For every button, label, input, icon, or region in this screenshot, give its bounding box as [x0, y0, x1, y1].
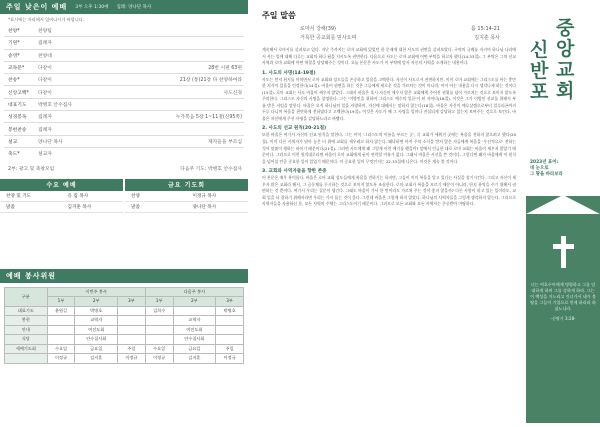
list-item: 말씀 양나단 목사: [125, 202, 248, 213]
table-cell: 주일: [118, 344, 146, 354]
table-cell: 이정규: [145, 354, 173, 364]
table-row: [5, 306, 244, 316]
bible-verse: 너는 여호수아에게 명령하고 그를 담대하게 하며 그를 강하게 하라. 그는 이 백성을 거느리고 건너가서 네가 볼 땅을 그들이 기업으로 얻게 하리라 하셨느니라. -신명기 3:28-: [530, 282, 596, 322]
order-person: 설교자: [38, 152, 52, 158]
order-label: 기원*: [8, 41, 20, 47]
table-cell: 교역자: [75, 316, 118, 326]
sermon-intro: 계속해서 로마서를 살펴보고 있다. 지난 주까지는 로마 교회에 있었던 한 문제에 대한 사도의 권면을 살펴보았다. 구약의 규례를 지키며 하나님 나라에서 사는 일에 대해 다루는 교회의 하나 됨을 지키도록 권면한다. 다음으로 사도는 로마 교회에 어떤 부탁을 하고자 했다(14-33절). 그 부탁은 그의 선교 사역과 로마 교회에 어떤 역할을 담당해주는 것이다. 오늘 본문은 사도가 이 부탁에 앞서 자신의 사역을 소개하는 내용이다.: [262, 47, 516, 66]
sub-services: [0, 179, 248, 213]
worship-order-list: [0, 25, 248, 159]
order-detail: 28번 시편 63편: [208, 66, 242, 72]
table-cell: 금요일: [75, 344, 118, 354]
row-label: 대표기도: [5, 306, 48, 316]
row-label: 식당: [5, 335, 48, 345]
table-cell: 김희수: [145, 306, 173, 316]
worship-officiant: 집례: 양나단 목사: [116, 5, 152, 10]
order-person: 찬양대: [38, 53, 52, 59]
row-label: 봉헌: [5, 316, 48, 326]
table-header: 구분: [5, 287, 48, 306]
sermon-header: 주일 말씀: [262, 11, 296, 20]
sermon-title-line: [254, 25, 524, 34]
table-cell: 이정규: [47, 354, 75, 364]
worship-order-item: [0, 74, 248, 85]
order-person: 집례자: [38, 115, 52, 121]
service-title: 예배 봉사위원: [6, 271, 57, 280]
church-name-part1: 신반포: [530, 39, 549, 103]
order-detail: 제자들을 부르심: [208, 139, 242, 145]
table-cell: 박병호: [216, 306, 244, 316]
order-person: 박병호 안수집사: [38, 102, 72, 108]
table-cell: 이정규: [216, 354, 244, 364]
order-person: 다같이: [38, 66, 52, 72]
table-header: 3부: [216, 297, 244, 307]
order-person: 집례자: [38, 41, 52, 47]
table-row: [5, 335, 244, 345]
worship-order-item: [0, 111, 248, 122]
next-prayer-note: 다음주 기도: 박병호 안수집사: [180, 167, 242, 173]
table-cell: 박병호: [75, 306, 118, 316]
table-cell: 안수집사회: [75, 335, 118, 345]
table-cell: 수요일: [145, 344, 173, 354]
service-table: [4, 287, 244, 364]
table-header: 3부: [118, 297, 146, 307]
table-cell: [145, 316, 173, 326]
order-person: 양나단 목사: [38, 139, 63, 145]
worship-time: 3부 오후 1:30예: [75, 5, 109, 10]
sermon-preacher: 김지훈 목사: [474, 35, 500, 41]
section-3-title: 3. 교회와 사역자들을 향한 존중: [262, 169, 327, 175]
worship-order-item: [0, 148, 248, 159]
order-label: 송영*: [8, 53, 20, 59]
section-3-text: 이 본문은 매우 흥미롭다. 바울은 로마 교회 성도들에게 복음을 전하기는 하지만, 그들이 이미 복음을 알고 있다는 사실을 상기시킨다. 그리고 자신이 세우지 않은 교회라 해서, 그 공동체를 무시하는 것으로 보이지 않도록 조심한다. 로마 교회가 복음을 모르기 때문이 아니라, 단지 유익을 주기 위해서 권면하는 것 뿐이다. 여기서 우리는 질문이 생긴다. 그래도 바울이 가서 한 번이라도 가르쳐 주는 것이 좋지 않을까? 다른 사람이 하고 있는 일이라도, 교회 일을 더 잘하기 위해서라면 우리는 가서 돕는 것이 좋다. 그런데 바울은 그렇게 하지 않았다. 하나님의 사역자들을 그렇게 생각하지 않는다. 그러므로 사역자들을 사용하신 분, 모든 사역의 주체는 그리스도이기 때문이다. 그러므로 모든 교회와 모든 사역자는 존중받아 마땅하다.: [262, 175, 516, 207]
friday-header: 금요 기도회: [125, 179, 248, 191]
worship-order-item: [0, 62, 248, 73]
order-label: 찬송*: [8, 78, 20, 84]
table-cell: [118, 325, 146, 335]
table-row: [5, 354, 244, 364]
worship-order-item: [0, 86, 248, 97]
table-row: [5, 316, 244, 326]
announcement-note: 2부: 광고 및 축창모임: [8, 167, 55, 173]
order-person: 다같이: [38, 90, 52, 96]
order-detail: 누가복음 5장 1~11절(신95쪽): [175, 115, 242, 121]
list-item: 찬양 이정규 목사: [125, 191, 248, 202]
row-label: 안내: [5, 325, 48, 335]
table-header: 2부: [75, 297, 118, 307]
worship-order-item: [0, 136, 248, 147]
table-cell: [118, 306, 146, 316]
table-cell: [145, 325, 173, 335]
sermon-heading: [254, 6, 524, 25]
order-label: 신앙고백*: [8, 90, 29, 96]
wednesday-service: [0, 179, 123, 213]
sermon-series: 로마서 강해(39): [300, 26, 337, 32]
worship-note: *표시에는 자리에서 일어나시기 바랍니다.: [8, 17, 85, 22]
order-label: 축도*: [8, 152, 20, 158]
table-cell: [173, 306, 216, 316]
table-header: 2부: [173, 297, 216, 307]
table-cell: [145, 335, 173, 345]
table-header: 다음주 봉사: [145, 287, 243, 297]
order-detail: 사도신경: [223, 90, 242, 96]
worship-title: 주일 낮은이 예배: [6, 3, 68, 11]
worship-footer: [0, 163, 248, 174]
order-label: 대표기도: [8, 102, 27, 108]
list-item: 찬양 및 기도 유 집 목사: [0, 191, 123, 202]
table-header: 1부: [47, 297, 75, 307]
table-cell: 안수집사회: [173, 335, 216, 345]
friday-prayer: [125, 179, 248, 213]
table-row: [5, 344, 244, 354]
worship-order-item: [0, 50, 248, 61]
table-cell: 여전도회: [173, 325, 216, 335]
table-header: 이번주 봉사: [47, 287, 145, 297]
worship-order-item: [0, 37, 248, 48]
order-label: 설교: [8, 139, 18, 145]
table-cell: [216, 325, 244, 335]
order-detail: 21장 (통)21장 다 찬양하여라: [179, 78, 242, 84]
section-1-title: 1. 사도의 사명(14-19절): [262, 70, 316, 76]
table-cell: [47, 325, 75, 335]
sermon-reference: 롬 15:14-21: [471, 26, 500, 32]
table-cell: [216, 335, 244, 345]
table-cell: 여전도회: [75, 325, 118, 335]
order-label: 성경봉독: [8, 115, 27, 121]
church-slogan: 2023년 표어: 네 눈으로 그 땅을 바라보라: [530, 160, 563, 177]
table-cell: 수요일: [47, 344, 75, 354]
service-table-body: [5, 306, 244, 363]
section-2-title: 2. 사도의 선교 원칙(20-21절): [262, 126, 327, 132]
church-name-part2: 중앙교회: [556, 17, 575, 102]
list-item: 말씀 김지훈 목사: [0, 202, 123, 213]
section-1-text: 사도는 먼저 편지를 마치면서 로마 교회와 성도들을 존중하고 있음을 고백한다. 자신이 사도로서 권면하지만, 이미 로마 교회에는 그리스도를 아는 충만한 지식이 있음을 인정한다(14절). 바울이 권면을 하는 것은 그들에게 새로운 것을 가르치는 것이 아니라, 이미 아는 내용을 다시 생각나게 하는 것이다(15절). 로마 교회는 사도 바울이 세우지 않았다. 그래서 바울은 혹시 자신이 세우지 않은 교회에게 주어진 권위를 넘어 가르치는 것으로 보이지 않도록 주의한다. 그리스도 자신의 사명을 설명한다. 그는 '이방인을 위하여 그리스도 예수의 일꾼'이 된 자이다(16절). 이것은 그가 이방인 선교를 위해서 부름 받은 자임을 말한다. 바울은 오직 하나님의 일을 자랑하며, 자신에 대해서는 말하지 않는다(18절). 바울은 자신이 예루살렘으로부터 일루리곤까지 두루 다니며 복음을 편만하게 전하였다고 고백한다(19절). 이것은 사도가 해 그 사명을 얼마나 진실되게 감당하고 있는지 보여주는 것으로 보인다. 바울은 자신에게 주신 사명을 감당하느라고 바빴다.: [262, 76, 516, 121]
table-cell: 교역자: [173, 316, 216, 326]
table-cell: 금요일: [173, 344, 216, 354]
row-label: [5, 354, 48, 364]
table-cell: [47, 335, 75, 345]
table-cell: [118, 316, 146, 326]
table-cell: 주일: [216, 344, 244, 354]
table-cell: [216, 316, 244, 326]
section-2-text: 또한 바울은 여기서 자신의 선교 원칙을 말한다. 그는 이미 '그리스도의 이름을 부르는 곳', 즉 교회가 세워진 곳에는 복음을 전하지 않으려고 했다(20절). 이미 다른 사역자가 닦아 놓은 터 위에 교회를 세우려고 하지 않는다. 왜냐하면 아직 주의 소식을 받지 않은 자들에게 복음을 '우선적으로' 전하는 것이 말씀이 행하는 바이기 때문이다(21절). 그러면 사도에게 왜 그렇게 이런 예기를 했을까? 앞에서 언급한 대로 로마 교회는 바울이 세우지 않았기 때문이다. 그러므로 이런 원칙대로라면 바울이 로마 교회에게 굳이 연락할 이유가 없다. 그래서 바울은 서신을 쓴 것이다. 그렇다면 왜가 바울에게 이 원칙을 넘어설 만큼 중요한 일이 있었기 때문이다. 이 중요한 일이 무엇인지는 22-33절에 나온다. 이것은 계속 볼 것이다.: [262, 132, 517, 164]
table-cell: [47, 316, 75, 326]
order-label: 교독문*: [8, 66, 25, 72]
sermon-subtitle-line: [254, 34, 524, 43]
service-header: [0, 269, 248, 283]
sermon-subtitle: 거룩한 공교회를 믿사오며: [300, 35, 357, 41]
order-label: 찬양*: [8, 29, 20, 35]
order-person: 집례자: [38, 127, 52, 133]
table-cell: 김지훈: [75, 354, 118, 364]
table-row: [5, 325, 244, 335]
sermon-column: [254, 6, 524, 420]
brand-column: [526, 0, 600, 423]
row-label: 세예기도회: [5, 344, 48, 354]
table-header: 1부: [145, 297, 173, 307]
wednesday-header: 수요 예배: [0, 179, 123, 191]
left-column: [0, 0, 248, 423]
brand-banner: [526, 0, 600, 196]
order-person: 찬양팀: [38, 29, 52, 35]
order-person: 다같이: [38, 78, 52, 84]
worship-order-item: [0, 99, 248, 110]
table-cell: 김지훈: [173, 354, 216, 364]
worship-header: [0, 0, 248, 14]
worship-order-item: [0, 25, 248, 36]
table-cell: 윤원길: [47, 306, 75, 316]
order-label: 봉헌찬송: [8, 127, 27, 133]
table-cell: [118, 335, 146, 345]
worship-order-item: [0, 123, 248, 134]
service-group-row: [5, 287, 244, 297]
table-cell: 이정규: [118, 354, 146, 364]
